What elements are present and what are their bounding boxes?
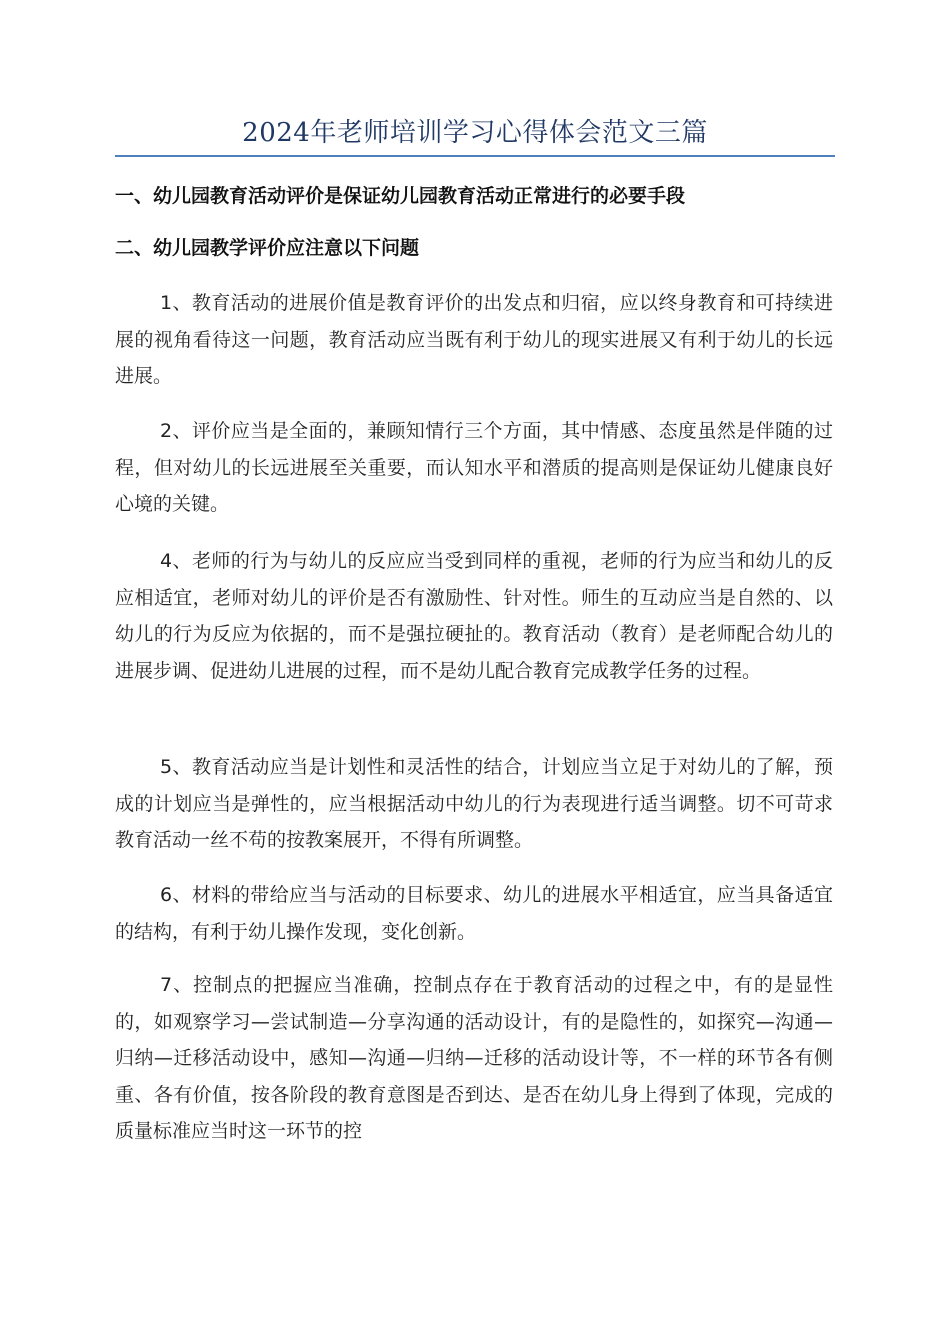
paragraph-7: 7、控制点的把握应当准确，控制点存在于教育活动的过程之中，有的是显性的，如观察学习—尝试制造—分享沟通的活动设计，有的是隐性的，如探究—沟通—归纳—迁移活动设中，感知—沟通—归纳—迁移的活动设计等，不一样的环节各有侧重、各有价值，按各阶段的教育意图是否到达、是否在幼儿身上得到了体现，完成的质量标准应当时这一环节的控 (115, 974, 833, 1142)
title-block (115, 112, 835, 157)
document-title: 2024年老师培训学习心得体会范文三篇 (242, 118, 708, 148)
paragraph-6: 6、材料的带给应当与活动的目标要求、幼儿的进展水平相适宜，应当具备适宜的结构，有利于幼儿操作发现，变化创新。 (115, 884, 833, 943)
paragraph-5: 5、教育活动应当是计划性和灵活性的结合，计划应当立足于对幼儿的了解，预成的计划应当是弹性的，应当根据活动中幼儿的行为表现进行适当调整。切不可苛求教育活动一丝不苟的按教案展开，不得有所调整。 (115, 756, 833, 851)
section-heading-2: 二、幼儿园教学评价应注意以下问题 (115, 237, 420, 259)
paragraph-1: 1、教育活动的进展价值是教育评价的出发点和归宿，应以终身教育和可持续进展的视角看待这一问题，教育活动应当既有利于幼儿的现实进展又有利于幼儿的长远进展。 (115, 292, 833, 387)
section-heading-1: 一、幼儿园教育活动评价是保证幼儿园教育活动正常进行的必要手段 (115, 185, 686, 207)
paragraph-4: 4、老师的行为与幼儿的反应应当受到同样的重视，老师的行为应当和幼儿的反应相适宜，老师对幼儿的评价是否有激励性、针对性。师生的互动应当是自然的、以幼儿的行为反应为依据的，而不是强拉硬扯的。教育活动（教育）是老师配合幼儿的进展步调、促进幼儿进展的过程，而不是幼儿配合教育完成教学任务的过程。 (115, 550, 833, 682)
paragraph-2: 2、评价应当是全面的，兼顾知情行三个方面，其中情感、态度虽然是伴随的过程，但对幼儿的长远进展至关重要，而认知水平和潜质的提高则是保证幼儿健康良好心境的关键。 (115, 420, 833, 515)
